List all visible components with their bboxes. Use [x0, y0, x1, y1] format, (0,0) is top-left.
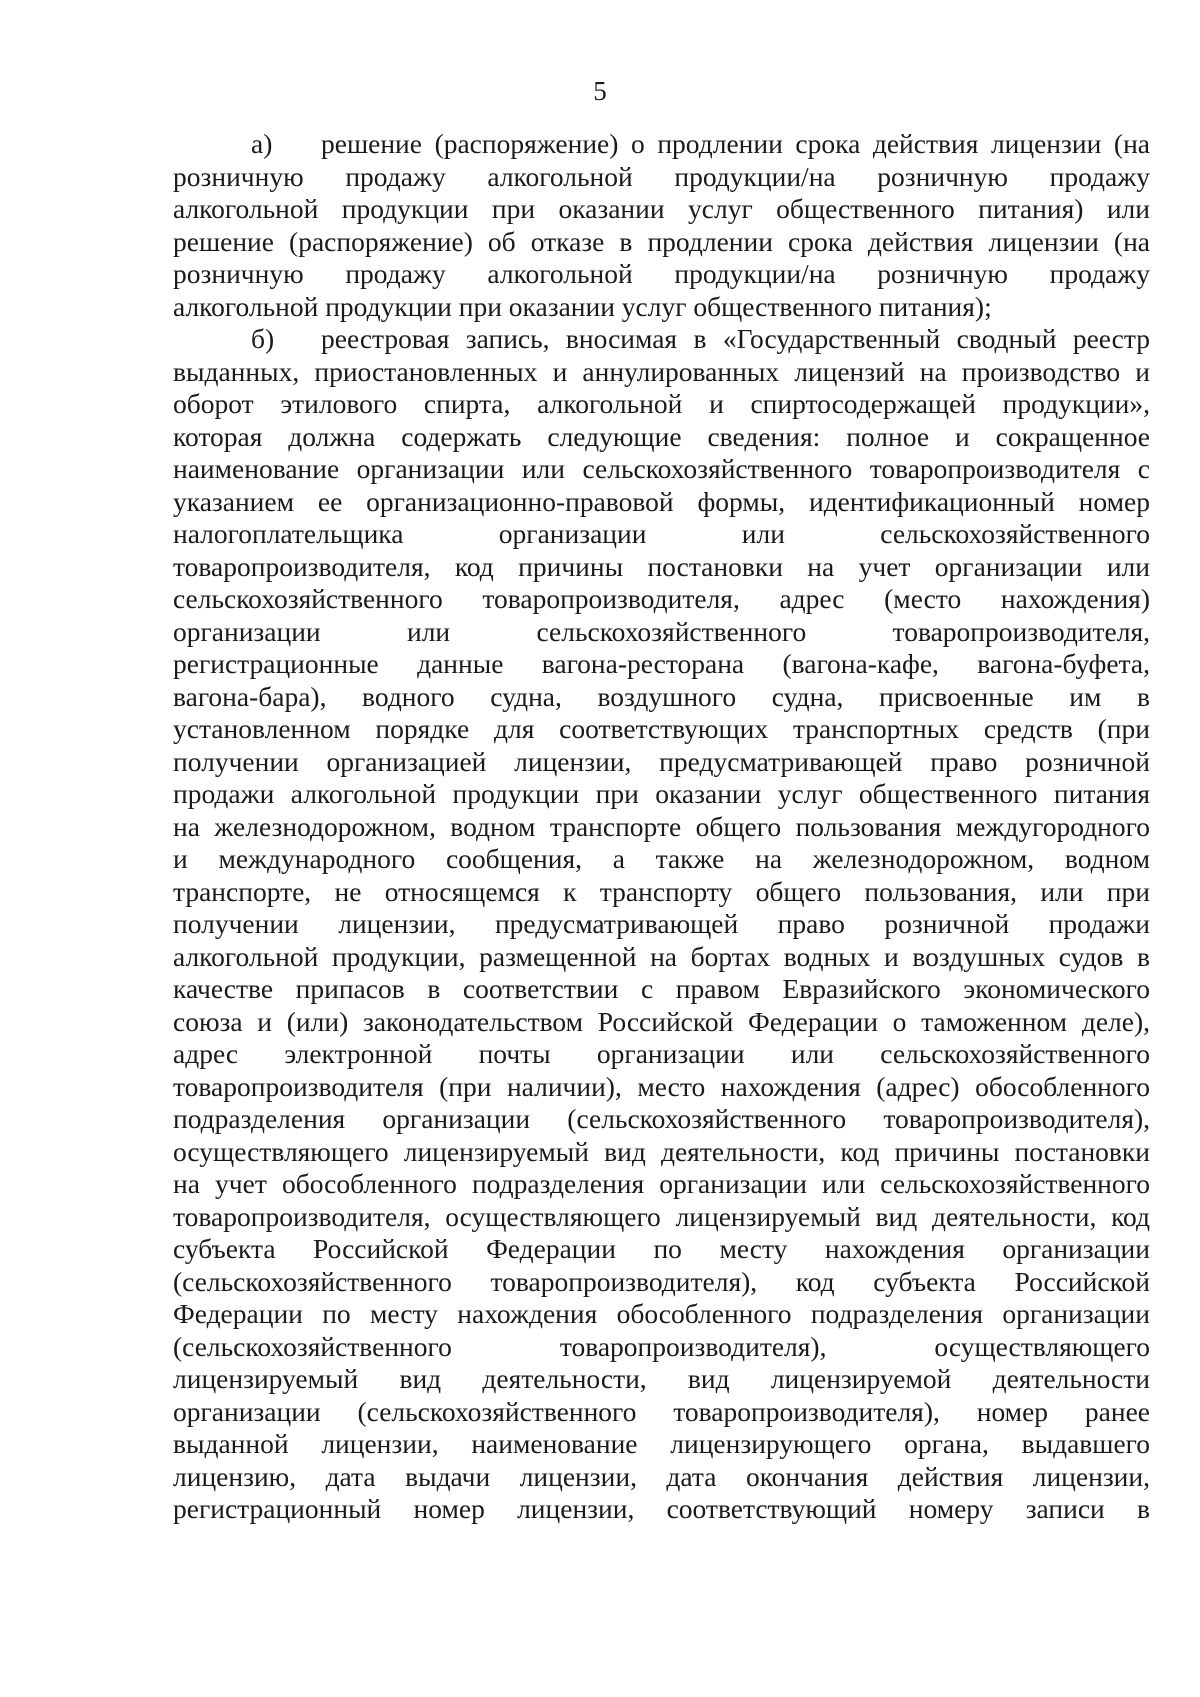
- page-number: 5: [593, 76, 607, 106]
- text-line: наименование организации или сельскохозяйственного товаропроизводителя с: [173, 453, 1150, 484]
- paragraph-first-line: [173, 323, 1150, 356]
- line-text: реестровая запись, вносимая в «Государственный сводный реестр: [321, 323, 1150, 354]
- document-body: [173, 128, 1150, 1526]
- text-line: регистрационный номер лицензии, соответствующий номеру записи в: [173, 1493, 1150, 1524]
- text-line: и международного сообщения, а также на железнодорожном, водном: [173, 843, 1150, 874]
- list-marker: а): [251, 128, 273, 159]
- text-line: указанием ее организационно-правовой формы, идентификационный номер: [173, 485, 1150, 517]
- text-line: организации (сельскохозяйственного товаропроизводителя), номер ранее: [173, 1395, 1150, 1427]
- text-line: алкогольной продукции при оказании услуг общественного питания);: [173, 290, 992, 322]
- text-line: лицензию, дата выдачи лицензии, дата окончания действия лицензии,: [173, 1460, 1150, 1492]
- text-line: адрес электронной почты организации или сельскохозяйственного: [173, 1038, 1150, 1069]
- text-line: товаропроизводителя (при наличии), место нахождения (адрес) обособленного: [173, 1070, 1150, 1102]
- text-line: которая должна содержать следующие сведения: полное и сокращенное: [173, 420, 1150, 452]
- text-line: выданной лицензии, наименование лицензирующего органа, выдавшего: [173, 1428, 1150, 1459]
- text-line: подразделения организации (сельскохозяйственного товаропроизводителя),: [173, 1103, 1150, 1134]
- text-line: сельскохозяйственного товаропроизводителя, адрес (место нахождения): [173, 583, 1150, 614]
- text-line: товаропроизводителя, осуществляющего лицензируемый вид деятельности, код: [173, 1200, 1150, 1232]
- text-line: налогоплательщика организации или сельскохозяйственного: [173, 518, 1150, 549]
- paragraph-first-line: [173, 128, 1150, 161]
- text-line: розничную продажу алкогольной продукции/на розничную продажу: [173, 258, 1150, 289]
- text-line: товаропроизводителя, код причины постановки на учет организации или: [173, 550, 1150, 582]
- text-line: розничную продажу алкогольной продукции/на розничную продажу: [173, 160, 1150, 192]
- text-line: решение (распоряжение) об отказе в продлении срока действия лицензии (на: [173, 225, 1150, 257]
- text-line: регистрационные данные вагона-ресторана (вагона-кафе, вагона-буфета,: [173, 648, 1150, 679]
- text-line: на железнодорожном, водном транспорте общего пользования междугородного: [173, 810, 1150, 842]
- text-line: оборот этилового спирта, алкогольной и спиртосодержащей продукции»,: [173, 388, 1150, 419]
- text-line: продажи алкогольной продукции при оказании услуг общественного питания: [173, 778, 1150, 809]
- text-line: осуществляющего лицензируемый вид деятельности, код причины постановки: [173, 1135, 1150, 1167]
- list-marker: б): [251, 323, 275, 354]
- text-line: на учет обособленного подразделения организации или сельскохозяйственного: [173, 1168, 1150, 1199]
- text-line: алкогольной продукции при оказании услуг общественного питания) или: [173, 193, 1150, 224]
- text-line: алкогольной продукции, размещенной на бортах водных и воздушных судов в: [173, 940, 1150, 972]
- text-line: лицензируемый вид деятельности, вид лицензируемой деятельности: [173, 1363, 1150, 1394]
- text-line: (сельскохозяйственного товаропроизводителя), код субъекта Российской: [173, 1265, 1150, 1297]
- paragraph-b: [173, 323, 1150, 1526]
- line-text: решение (распоряжение) о продлении срока действия лицензии (на: [321, 128, 1150, 159]
- paragraph-a: [173, 128, 1150, 323]
- text-line: субъекта Российской Федерации по месту нахождения организации: [173, 1233, 1150, 1264]
- text-line: получении организацией лицензии, предусматривающей право розничной: [173, 745, 1150, 777]
- text-line: транспорте, не относящемся к транспорту общего пользования, или при: [173, 875, 1150, 907]
- text-line: установленном порядке для соответствующих транспортных средств (при: [173, 713, 1150, 744]
- text-line: выданных, приостановленных и аннулированных лицензий на производство и: [173, 355, 1150, 387]
- text-line: (сельскохозяйственного товаропроизводителя), осуществляющего: [173, 1330, 1150, 1362]
- text-line: Федерации по месту нахождения обособленного подразделения организации: [173, 1298, 1150, 1329]
- text-line: качестве припасов в соответствии с правом Евразийского экономического: [173, 973, 1150, 1004]
- text-line: союза и (или) законодательством Российской Федерации о таможенном деле),: [173, 1005, 1150, 1037]
- text-line: вагона-бара), водного судна, воздушного судна, присвоенные им в: [173, 680, 1150, 712]
- text-line: получении лицензии, предусматривающей право розничной продажи: [173, 908, 1150, 939]
- text-line: организации или сельскохозяйственного товаропроизводителя,: [173, 615, 1150, 647]
